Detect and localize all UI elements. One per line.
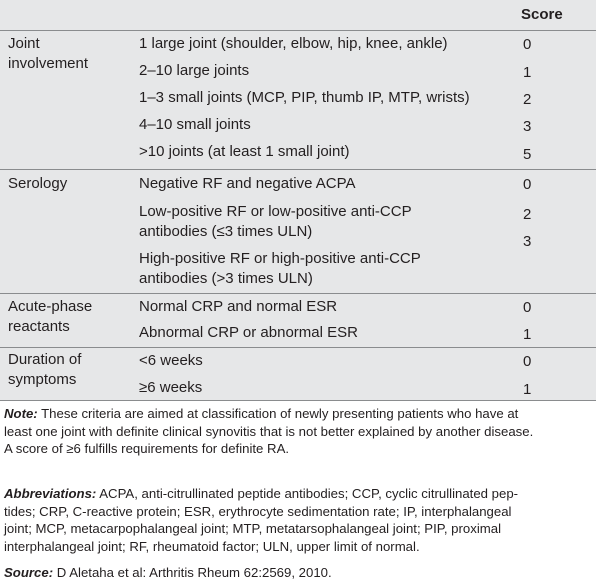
category-label	[8, 350, 81, 390]
criterion-line: High-positive RF or high-positive anti-CCP	[139, 250, 421, 267]
criterion-line: antibodies (≤3 times ULN)	[139, 223, 313, 240]
category-label	[8, 297, 92, 337]
criterion-text: 1 large joint (shoulder, elbow, hip, knee, ankle)	[139, 35, 448, 52]
category-label	[8, 34, 88, 74]
abbreviations-line: joint; MCP, metacarpophalangeal joint; MTP, metatarsophalangeal joint; PIP, proximal	[4, 521, 502, 537]
note-line: A score of ≥6 fulfills requirements for definite RA.	[4, 441, 290, 457]
criterion-text: 2–10 large joints	[139, 62, 250, 79]
table-note	[4, 405, 592, 458]
score-column-header: Score	[521, 6, 563, 23]
category-label	[8, 174, 67, 194]
score-value: 0	[523, 36, 532, 53]
score-value: 3	[523, 233, 532, 250]
score-value: 0	[523, 299, 532, 316]
criterion-text: ≥6 weeks	[139, 379, 203, 396]
category-line: reactants	[8, 318, 70, 335]
source-note	[4, 564, 592, 582]
group-divider	[0, 169, 596, 170]
score-value: 0	[523, 353, 532, 370]
note-label: Note:	[4, 406, 38, 421]
score-value: 5	[523, 146, 532, 163]
criterion-line: Low-positive RF or low-positive anti-CCP	[139, 203, 412, 220]
note-line	[4, 405, 592, 423]
criterion-line: antibodies (>3 times ULN)	[139, 270, 313, 287]
note-text: These criteria are aimed at classification of newly presenting patients who have at	[37, 406, 519, 421]
criterion-text	[139, 202, 412, 242]
note-line: least one joint with definite clinical synovitis that is not better explained by another disease.	[4, 423, 534, 439]
category-line: Duration of	[8, 351, 82, 368]
source-line	[4, 564, 592, 582]
group-divider	[0, 347, 596, 348]
abbreviations-line	[4, 485, 592, 503]
criterion-text: <6 weeks	[139, 352, 203, 369]
score-value: 3	[523, 118, 532, 135]
category-line: involvement	[8, 55, 89, 72]
category-line: Joint	[8, 35, 40, 52]
criterion-text: Negative RF and negative ACPA	[139, 175, 356, 192]
header-divider	[0, 30, 596, 31]
score-value: 1	[523, 326, 532, 343]
score-value: 0	[523, 176, 532, 193]
criterion-text: >10 joints (at least 1 small joint)	[139, 143, 350, 160]
criterion-text: Normal CRP and normal ESR	[139, 298, 338, 315]
criterion-text: 1–3 small joints (MCP, PIP, thumb IP, MTP, wrists)	[139, 89, 470, 106]
score-value: 2	[523, 91, 532, 108]
category-line: symptoms	[8, 371, 77, 388]
category-line: Acute-phase	[8, 298, 93, 315]
abbreviations-text: ACPA, anti-citrullinated peptide antibodies; CCP, cyclic citrullinated pep-	[96, 486, 519, 501]
table-header	[0, 0, 596, 30]
score-value: 1	[523, 64, 532, 81]
table-bottom-rule	[0, 400, 596, 401]
source-label: Source:	[4, 565, 54, 580]
criterion-text: 4–10 small joints	[139, 116, 251, 133]
abbreviations-label: Abbreviations:	[4, 486, 97, 501]
abbreviations-note	[4, 485, 592, 555]
group-divider	[0, 293, 596, 294]
criterion-text: Abnormal CRP or abnormal ESR	[139, 324, 358, 341]
score-value: 1	[523, 381, 532, 398]
category-line: Serology	[8, 175, 68, 192]
abbreviations-line: tides; CRP, C-reactive protein; ESR, erythrocyte sedimentation rate; IP, interphalangeal	[4, 503, 512, 519]
abbreviations-line: interphalangeal joint; RF, rheumatoid factor; ULN, upper limit of normal.	[4, 538, 420, 554]
score-value: 2	[523, 206, 532, 223]
source-text: D Aletaha et al: Arthritis Rheum 62:2569, 2010.	[53, 565, 332, 580]
criterion-text	[139, 249, 421, 289]
